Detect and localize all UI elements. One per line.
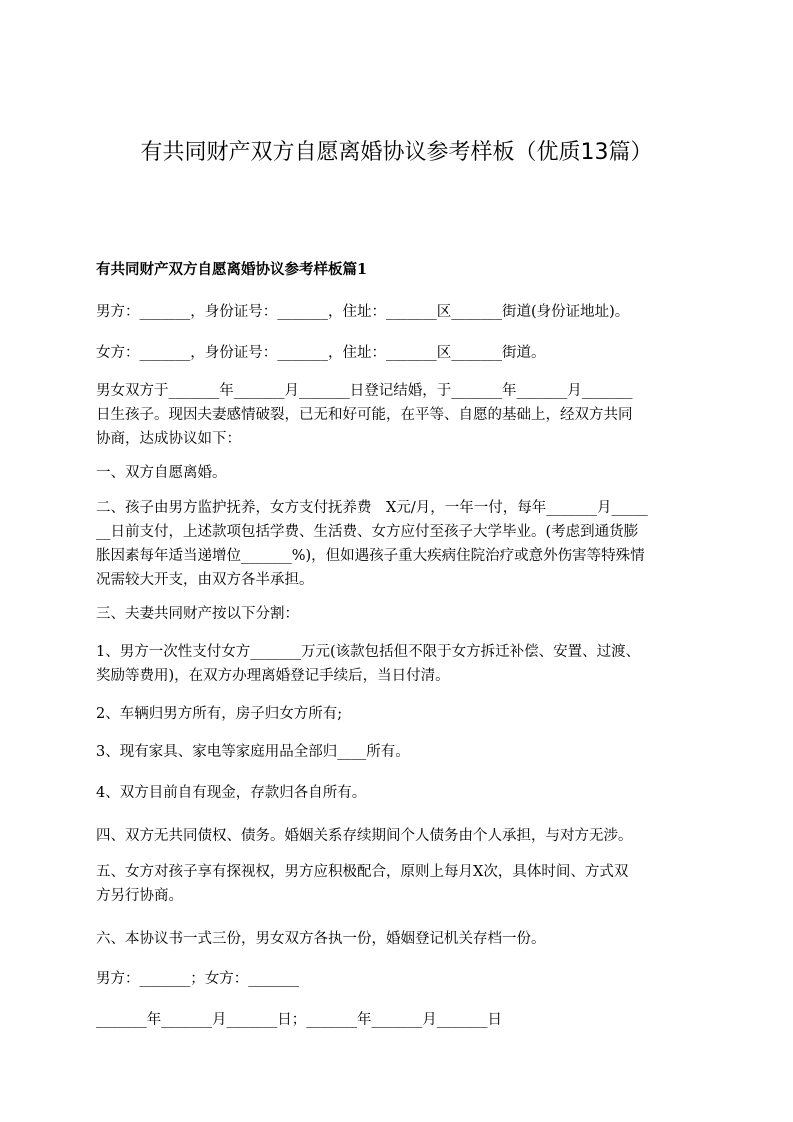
paragraph-female-party: 女方：_______，身份证号：_______，住址：_______区_______街道。 — [96, 345, 546, 361]
paragraph-clause-6: 六、本协议书一式三份，男女双方各执一份，婚姻登记机关存档一份。 — [96, 931, 546, 947]
paragraph-item-3: 3、现有家具、家电等家庭用品全部归____所有。 — [96, 744, 410, 760]
paragraph-clause-3: 三、夫妻共同财产按以下分割： — [96, 606, 299, 622]
paragraph-clause-4: 四、双方无共同债权、债务。婚姻关系存续期间个人债务由个人承担，与对方无涉。 — [96, 828, 633, 844]
document-title: 有共同财产双方自愿离婚协议参考样板（优质13篇） — [140, 140, 653, 165]
paragraph-item-1: 1、男方一次性支付女方_______万元(该款包括但不限于女方拆迁补偿、安置、过渡、 奖励等费用)，在双方办理离婚登记手续后，当日付清。 — [96, 644, 641, 684]
date-line: _______年_______月_______日；_______年_______月_______日 — [96, 1012, 502, 1028]
paragraph-clause-1: 一、双方自愿离婚。 — [96, 465, 227, 481]
paragraph-marriage-info: 男女双方于_______年_______月_______日登记结婚，于_______年_______月_______ 日生孩子。现因夫妻感情破裂，已无和好可能，在平等、自愿的基础上，经双方共同 协商，达成协议如下： — [96, 383, 633, 447]
signature-line: 男方：_______；女方：_______ — [96, 971, 299, 987]
paragraph-item-2: 2、车辆归男方所有，房子归女方所有; — [96, 706, 343, 722]
paragraph-item-4: 4、双方目前自有现金，存款归各自所有。 — [96, 785, 367, 801]
paragraph-clause-2: 二、孩子由男方监护抚养，女方支付抚养费 X元/月，一年一付，每年_______月_____ __日前支付，上述款项包括学费、生活费、女方应付至孩子大学毕业。(考虑到通货膨 胀因素每年适当递增位_______%)，但如遇孩子重大疾病住院治疗或意外伤害等特殊情 况需较大开支，由双方各半承担。 — [96, 500, 648, 588]
paragraph-male-party: 男方：_______，身份证号：_______，住址：_______区_______街道(身份证地址)。 — [96, 304, 630, 320]
section-subtitle: 有共同财产双方自愿离婚协议参考样板篇1 — [96, 261, 368, 278]
paragraph-clause-5: 五、女方对孩子享有探视权，男方应积极配合，原则上每月X次，具体时间、方式双 方另行协商。 — [96, 864, 629, 904]
